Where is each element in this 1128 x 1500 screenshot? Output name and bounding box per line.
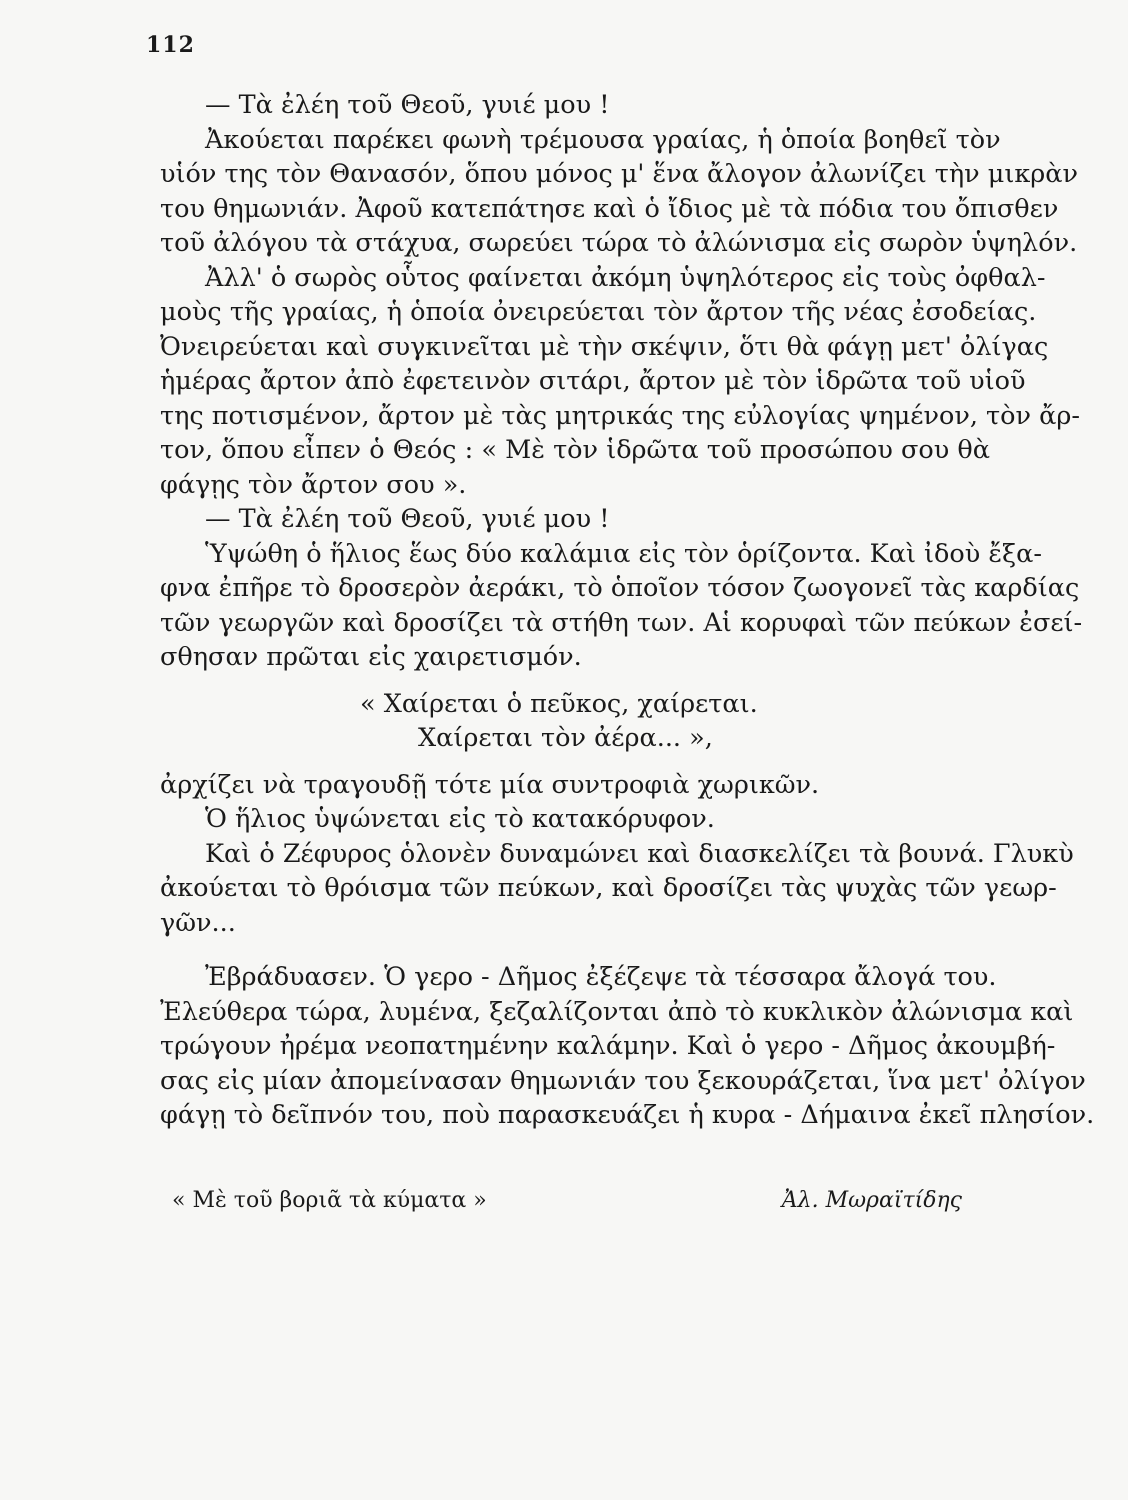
text-line: της ποτισμένον, ἄρτον μὲ τὰς μητρικάς της εὐλογίας ψημένον, τὸν ἄρ- — [160, 400, 1080, 431]
text-line: υἱόν της τὸν Θανασόν, ὅπου μόνος μ' ἕνα ἄλογον ἀλωνίζει τὴν μικρὰν — [160, 159, 1079, 189]
source-title: « Μὲ τοῦ βοριᾶ τὰ κύματα » — [172, 1188, 487, 1213]
text-line: τον, ὅπου εἶπεν ὁ Θεός : « Μὲ τὸν ἱδρῶτα τοῦ προσώπου σου θὰ — [160, 435, 990, 465]
text-line: ἀρχίζει νὰ τραγουδῇ τότε μία συντροφιὰ χωρικῶν. — [160, 769, 820, 800]
text-line: Ἐλεύθερα τώρα, λυμένα, ξεζαλίζονται ἀπὸ τὸ κυκλικὸν ἀλώνισμα καὶ — [160, 996, 1074, 1027]
text-line: — Τὰ ἐλέη τοῦ Θεοῦ, γυιέ μου ! — [205, 90, 610, 120]
text-line: φνα ἐπῆρε τὸ δροσερὸν ἀεράκι, τὸ ὁποῖον τόσον ζωογονεῖ τὰς καρδίας — [160, 573, 1080, 603]
text-line: Ἐβράδυασεν. Ὁ γερο - Δῆμος ἐξέζεψε τὰ τέσσαρα ἄλογά του. — [205, 962, 997, 992]
text-line: φάγῃ τὸ δεῖπνόν του, ποὺ παρασκευάζει ἡ κυρα - Δήμαινα ἐκεῖ πλησίον. — [160, 1100, 1095, 1130]
text-line: Ὀνειρεύεται καὶ συγκινεῖται μὲ τὴν σκέψιν, ὅτι θὰ φάγῃ μετ' ὀλίγας — [160, 331, 1049, 362]
poem-verse: « Χαίρεται ὁ πεῦκος, χαίρεται. — [360, 688, 758, 719]
poem-verse: Χαίρεται τὸν ἀέρα... », — [418, 723, 713, 753]
body-text — [160, 88, 1095, 1133]
text-line: ἡμέρας ἄρτον ἀπὸ ἐφετεινὸν σιτάρι, ἄρτον μὲ τὸν ἱδρῶτα τοῦ υἱοῦ — [160, 366, 1026, 396]
text-line: Ὑψώθη ὁ ἥλιος ἕως δύο καλάμια εἰς τὸν ὁρίζοντα. Καὶ ἰδοὺ ἔξα- — [205, 538, 1042, 569]
text-line: του θημωνιάν. Ἀφοῦ κατεπάτησε καὶ ὁ ἴδιος μὲ τὰ πόδια του ὄπισθεν — [160, 193, 1059, 224]
text-line: τοῦ ἀλόγου τὰ στάχυα, σωρεύει τώρα τὸ ἀλώνισμα εἰς σωρὸν ὑψηλόν. — [160, 228, 1078, 258]
text-line: φάγῃς τὸν ἄρτον σου ». — [160, 469, 467, 500]
text-line: τρώγουν ἠρέμα νεοπατημένην καλάμην. Καὶ ὁ γερο - Δῆμος ἀκουμβή- — [160, 1031, 1056, 1061]
text-line: Ὁ ἥλιος ὑψώνεται εἰς τὸ κατακόρυφον. — [205, 804, 715, 834]
page-number: 112 — [146, 32, 195, 58]
text-line: τῶν γεωργῶν καὶ δροσίζει τὰ στήθη των. Αἱ κορυφαὶ τῶν πεύκων ἐσεί- — [160, 607, 1083, 638]
author-name: Ἀλ. Μωραϊτίδης — [781, 1188, 962, 1213]
text-line: Ἀκούεται παρέκει φωνὴ τρέμουσα γραίας, ἡ ὁποία βοηθεῖ τὸν — [205, 124, 1001, 155]
text-line: Ἀλλ' ὁ σωρὸς οὗτος φαίνεται ἀκόμη ὑψηλότερος εἰς τοὺς ὀφθαλ- — [205, 262, 1046, 293]
text-line: σας εἰς μίαν ἀπομείνασαν θημωνιάν του ξεκουράζεται, ἵνα μετ' ὀλίγον — [160, 1065, 1086, 1096]
text-line: ἀκούεται τὸ θρόισμα τῶν πεύκων, καὶ δροσίζει τὰς ψυχὰς τῶν γεωρ- — [160, 873, 1057, 903]
text-line: σθησαν πρῶται εἰς χαιρετισμόν. — [160, 642, 582, 672]
text-line: Καὶ ὁ Ζέφυρος ὁλονὲν δυναμώνει καὶ διασκελίζει τὰ βουνά. Γλυκὺ — [205, 838, 1074, 869]
text-line: γῶν... — [160, 907, 236, 938]
text-line: — Τὰ ἐλέη τοῦ Θεοῦ, γυιέ μου ! — [205, 504, 610, 534]
text-line: μοὺς τῆς γραίας, ἡ ὁποία ὀνειρεύεται τὸν ἄρτον τῆς νέας ἐσοδείας. — [160, 297, 1037, 327]
